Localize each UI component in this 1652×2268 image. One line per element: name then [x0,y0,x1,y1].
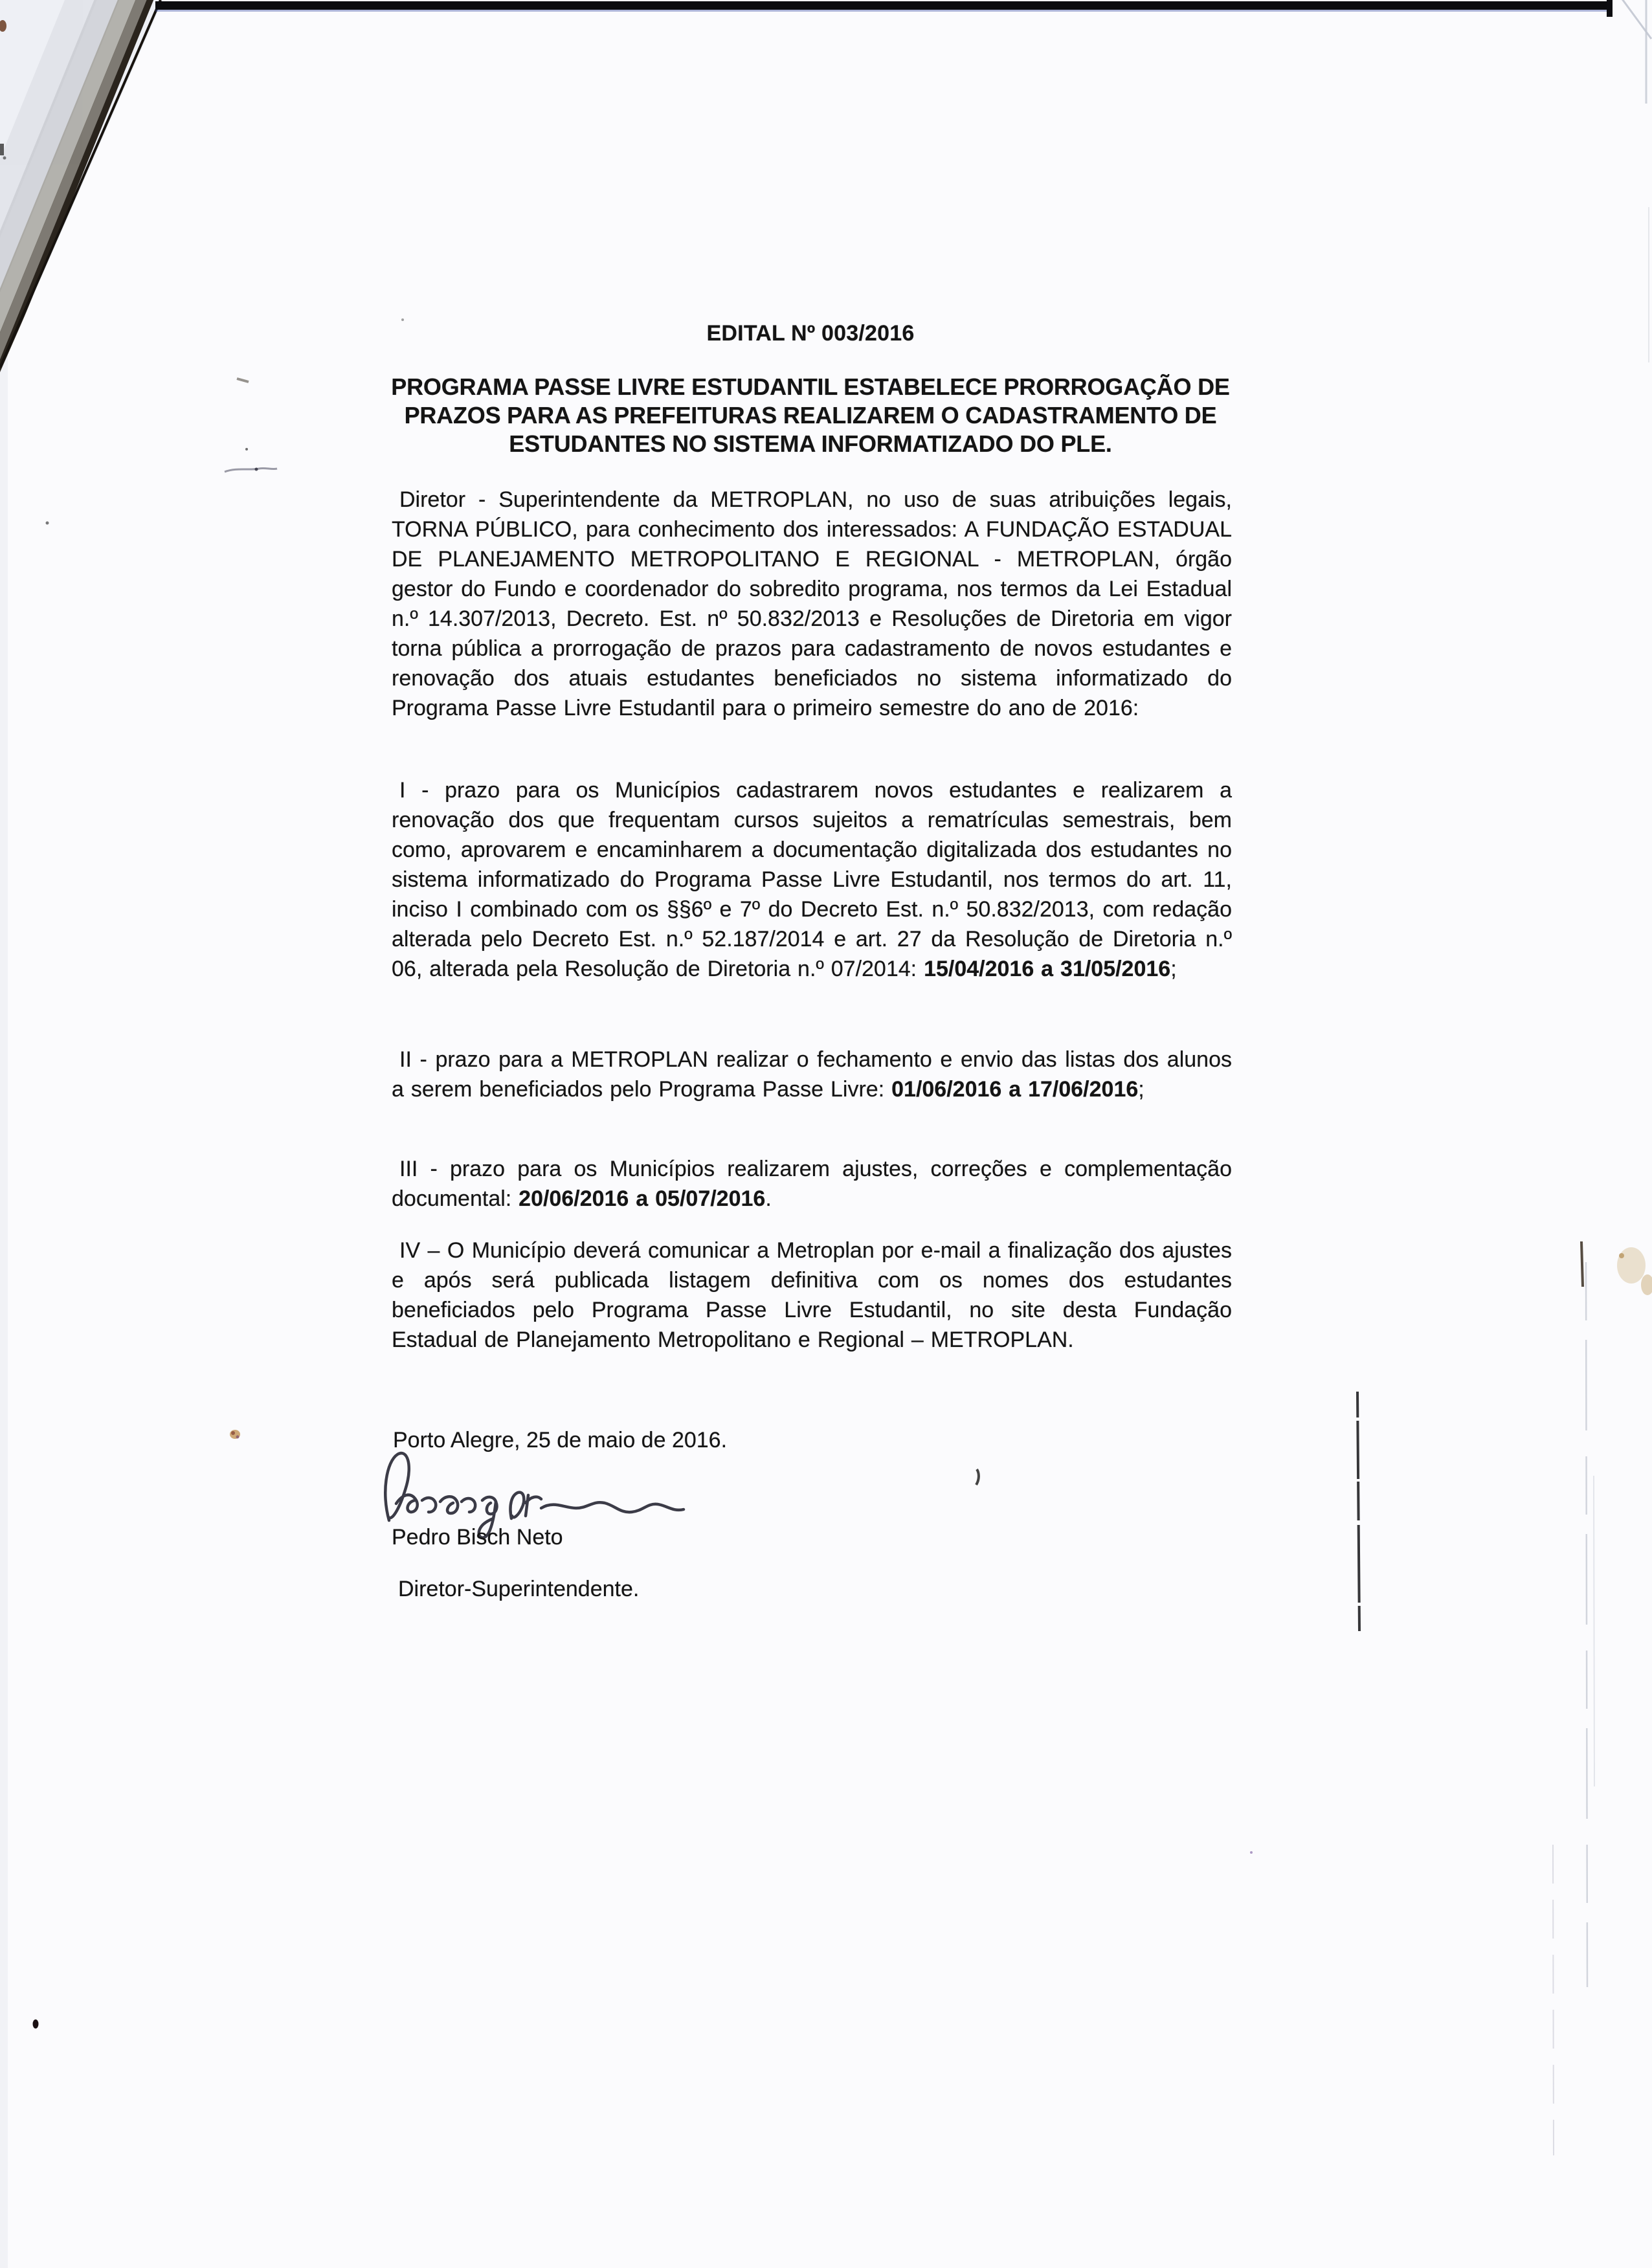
signer-title: Diretor-Superintendente. [398,1577,640,1601]
paragraph-item-4: IV – O Município deverá comunicar a Metroplan por e-mail a finalização dos ajustes e após será publicada listagem definitiva com os nomes dos estudantes beneficiados pelo Programa Passe Livre Estudantil, no site desta Fundação Estadual de Planejamento Metropolitano e Regional – METROPLAN. [392,1238,1232,1352]
right-faint-streak [1586,1262,1587,1987]
paragraph-item-3: III - prazo para os Municípios realizarem ajustes, correções e complementação documental: 20/06/2016 a 05/07/2016. [392,1157,1232,1211]
scanner-corner-artifact [0,0,163,381]
paragraph-item-1: I - prazo para os Municípios cadastrarem novos estudantes e realizarem a renovação dos que frequentam cursos sujeitos a rematrículas semestrais, bem como, aprovarem e encaminharem a documentação digitalizada dos estudantes no sistema informatizado do Programa Passe Livre Estudantil, nos termos do art. 11, inciso I combinado com os §§6º e 7º do Decreto Est. n.º 50.832/2013, com redação alterada pelo Decreto Est. n.º 52.187/2014 e art. 27 da Resolução de Diretoria n.º 06, alterada pela Resolução de Diretoria n.º 07/2014: 15/04/2016 a 31/05/2016; [392,778,1232,981]
right-margin-smudge [1581,1241,1652,1295]
corner-cut-line [1621,0,1651,39]
right-faint-streak [1553,1845,1554,2155]
scan-edge-bar [155,0,1613,17]
paragraph-item-2: II - prazo para a METROPLAN realizar o fechamento e envio das listas dos alunos a serem beneficiados pelo Programa Passe Livre: 01/06/2016 a 17/06/2016; [392,1047,1232,1102]
paragraph-intro: Diretor - Superintendente da METROPLAN, no uso de suas atribuições legais, TORNA PÚBLICO, para conhecimento dos interessados: A FUNDAÇÃO ESTADUAL DE PLANEJAMENTO METROPOLITANO E REGIONAL - METROPLAN, órgão gestor do Fundo e coordenador do sobredito programa, nos termos da Lei Estadual n.º 14.307/2013, Decreto. Est. nº 50.832/2013 e Resoluções de Diretoria em vigor torna pública a prorrogação de prazos para cadastramento de novos estudantes e renovação dos atuais estudantes beneficiados no sistema informatizado do Programa Passe Livre Estudantil para o primeiro semestre do ano de 2016: [392,487,1232,720]
document-subtitle: PROGRAMA PASSE LIVRE ESTUDANTIL ESTABELECE PRORROGAÇÃO DE PRAZOS PARA AS PREFEITURAS REALIZAREM O CADASTRAMENTO DE ESTUDANTES NO SISTEMA INFORMATIZADO DO PLE. [391,373,1230,457]
signer-name: Pedro Bisch Neto [392,1525,563,1550]
scan-left-edge-shade [0,0,8,2268]
document-title: EDITAL Nº 003/2016 [706,321,915,346]
place-date-line: Porto Alegre, 25 de maio de 2016. [393,1428,728,1452]
pen-line-artifact [1357,1392,1359,1631]
